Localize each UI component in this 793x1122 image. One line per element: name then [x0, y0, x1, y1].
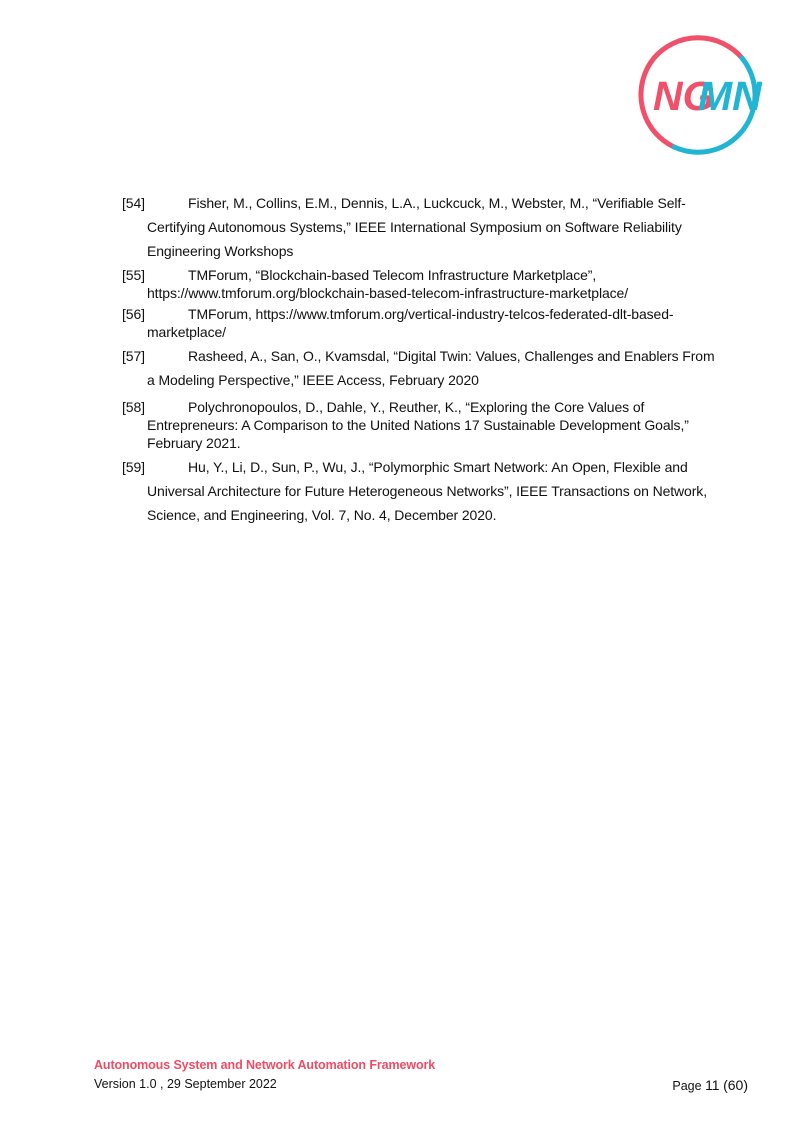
reference-number: [56]: [122, 306, 145, 322]
footer-page-indicator: [672, 1077, 748, 1093]
reference-number: [58]: [122, 399, 145, 415]
reference-item: [122, 344, 722, 392]
reference-item: [122, 455, 722, 527]
reference-text: Polychronopoulos, D., Dahle, Y., Reuther, K., “Exploring the Core Values of Entrepreneurs: A Comparison to the United Nations 17 Sustainable Development Goals,” February 2021.: [147, 399, 689, 451]
page-label: Page: [672, 1079, 702, 1093]
ngmn-logo: [634, 30, 762, 158]
reference-text: Fisher, M., Collins, E.M., Dennis, L.A., Luckcuck, M., Webster, M., “Verifiable Self-Certifying Autonomous Systems,” IEEE International Symposium on Software Reliability Engineering Workshops: [147, 195, 686, 259]
reference-list: [122, 191, 722, 530]
reference-number: [59]: [122, 459, 145, 475]
reference-number: [57]: [122, 348, 145, 364]
footer-document-title: Autonomous System and Network Automation Framework: [94, 1058, 436, 1072]
logo-text-mn: MN: [698, 73, 762, 119]
reference-item: [122, 305, 722, 341]
page-total: (60): [723, 1077, 748, 1093]
footer-version: Version 1.0 , 29 September 2022: [94, 1077, 277, 1091]
reference-text: Hu, Y., Li, D., Sun, P., Wu, J., “Polymorphic Smart Network: An Open, Flexible and Universal Architecture for Future Heterogeneous Networks”, IEEE Transactions on Network, Science, and Engineering, Vol. 7, No. 4, December 2020.: [147, 459, 707, 523]
reference-item: [122, 266, 722, 302]
reference-text: Rasheed, A., San, O., Kvamsdal, “Digital Twin: Values, Challenges and Enablers From a Modeling Perspective,” IEEE Access, February 2020: [147, 348, 715, 388]
logo-text-ng: NG: [653, 73, 715, 119]
page-number: 11: [705, 1077, 720, 1093]
reference-text: TMForum, “Blockchain-based Telecom Infrastructure Marketplace”, https://www.tmforum.org/blockchain-based-telecom-infrastructure-marketplace/: [147, 267, 629, 301]
reference-text: TMForum, https://www.tmforum.org/vertical-industry-telcos-federated-dlt-based-marketplace/: [147, 306, 674, 340]
reference-number: [55]: [122, 267, 145, 283]
reference-item: [122, 398, 722, 452]
reference-number: [54]: [122, 195, 145, 211]
reference-item: [122, 191, 722, 263]
